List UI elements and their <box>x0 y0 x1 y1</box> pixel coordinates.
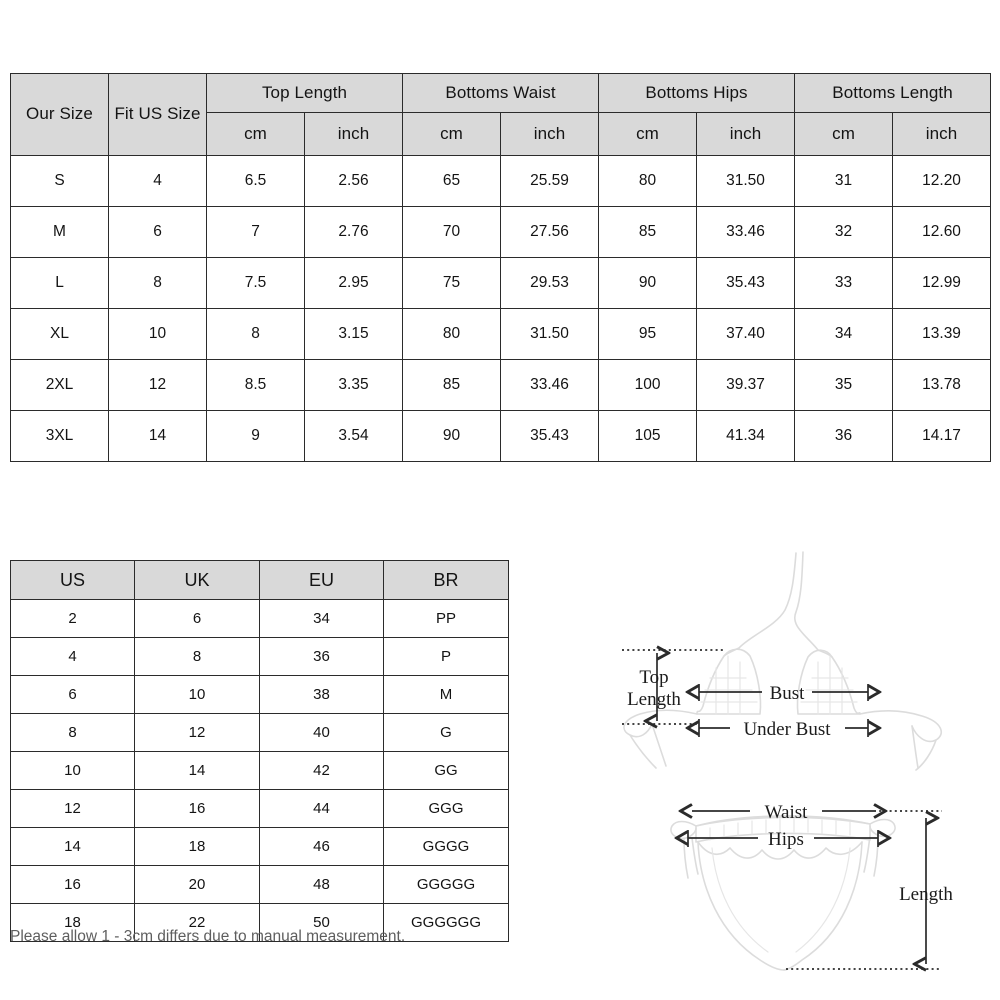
cell-eu: 34 <box>260 600 384 638</box>
cell-bottoms-length-in: 13.78 <box>893 360 991 411</box>
table-row <box>11 309 991 360</box>
cell-bottoms-length-cm: 33 <box>795 258 893 309</box>
cell-hips-cm: 105 <box>599 411 697 462</box>
header-unit-waist-inch: inch <box>501 113 599 156</box>
cell-waist-in: 25.59 <box>501 156 599 207</box>
size-chart-table <box>10 73 991 462</box>
cell-top-length-cm: 8 <box>207 309 305 360</box>
cell-us: 16 <box>11 866 135 904</box>
header-our-size: Our Size <box>11 74 109 156</box>
cell-our-size: S <box>11 156 109 207</box>
cell-eu: 48 <box>260 866 384 904</box>
header-fit-us-size: Fit US Size <box>109 74 207 156</box>
under-bust-label: Under Bust <box>743 719 831 740</box>
size-chart-header-row-groups <box>11 74 991 113</box>
cell-top-length-cm: 7 <box>207 207 305 258</box>
bottoms-length-label: Length <box>899 884 953 905</box>
cell-waist-in: 35.43 <box>501 411 599 462</box>
cell-our-size: 3XL <box>11 411 109 462</box>
cell-uk: 6 <box>135 600 260 638</box>
cell-bottoms-length-cm: 34 <box>795 309 893 360</box>
conversion-header-row <box>11 561 509 600</box>
header-us: US <box>11 561 135 600</box>
cell-br: GGGG <box>384 828 509 866</box>
header-group-top-length: Top Length <box>207 74 403 113</box>
list-item <box>11 714 509 752</box>
cell-uk: 14 <box>135 752 260 790</box>
cell-fit-us-size: 6 <box>109 207 207 258</box>
cell-us: 6 <box>11 676 135 714</box>
cell-br: PP <box>384 600 509 638</box>
cell-bottoms-length-cm: 31 <box>795 156 893 207</box>
cell-us: 8 <box>11 714 135 752</box>
cell-waist-in: 33.46 <box>501 360 599 411</box>
header-group-bottoms-hips: Bottoms Hips <box>599 74 795 113</box>
list-item <box>11 790 509 828</box>
cell-hips-cm: 95 <box>599 309 697 360</box>
cell-waist-cm: 65 <box>403 156 501 207</box>
cell-br: G <box>384 714 509 752</box>
cell-us: 14 <box>11 828 135 866</box>
cell-waist-cm: 85 <box>403 360 501 411</box>
list-item <box>11 638 509 676</box>
top-length-label-line1: Top <box>639 667 669 688</box>
cell-top-length-cm: 8.5 <box>207 360 305 411</box>
cell-waist-in: 27.56 <box>501 207 599 258</box>
conversion-table-header <box>11 561 509 600</box>
cell-fit-us-size: 10 <box>109 309 207 360</box>
cell-eu: 46 <box>260 828 384 866</box>
size-chart-header <box>11 74 991 156</box>
cell-fit-us-size: 8 <box>109 258 207 309</box>
cell-top-length-in: 2.95 <box>305 258 403 309</box>
cell-uk: 8 <box>135 638 260 676</box>
cell-our-size: M <box>11 207 109 258</box>
cell-br: GGGGGG <box>384 904 509 942</box>
cell-us: 4 <box>11 638 135 676</box>
cell-bottoms-length-in: 13.39 <box>893 309 991 360</box>
cell-top-length-cm: 6.5 <box>207 156 305 207</box>
cell-br: GGGGG <box>384 866 509 904</box>
table-row <box>11 411 991 462</box>
list-item <box>11 676 509 714</box>
top-length-label-line2: Length <box>627 689 681 710</box>
cell-hips-cm: 85 <box>599 207 697 258</box>
cell-top-length-in: 3.15 <box>305 309 403 360</box>
cell-hips-cm: 100 <box>599 360 697 411</box>
cell-our-size: 2XL <box>11 360 109 411</box>
header-group-bottoms-length: Bottoms Length <box>795 74 991 113</box>
cell-hips-cm: 90 <box>599 258 697 309</box>
hips-label: Hips <box>768 829 804 850</box>
table-row <box>11 360 991 411</box>
header-unit-bottoms-length-inch: inch <box>893 113 991 156</box>
cell-waist-cm: 80 <box>403 309 501 360</box>
table-row <box>11 258 991 309</box>
cell-waist-cm: 75 <box>403 258 501 309</box>
cell-top-length-cm: 9 <box>207 411 305 462</box>
cell-br: P <box>384 638 509 676</box>
cell-hips-in: 33.46 <box>697 207 795 258</box>
cell-hips-in: 39.37 <box>697 360 795 411</box>
cell-fit-us-size: 14 <box>109 411 207 462</box>
list-item <box>11 866 509 904</box>
cell-bottoms-length-in: 12.99 <box>893 258 991 309</box>
waist-label: Waist <box>764 802 808 823</box>
header-unit-waist-cm: cm <box>403 113 501 156</box>
measurement-disclaimer: Please allow 1 - 3cm differs due to manual measurement. <box>10 928 406 945</box>
header-unit-top-length-cm: cm <box>207 113 305 156</box>
bust-label: Bust <box>769 683 805 704</box>
list-item <box>11 752 509 790</box>
header-unit-top-length-inch: inch <box>305 113 403 156</box>
cell-uk: 18 <box>135 828 260 866</box>
cell-uk: 12 <box>135 714 260 752</box>
measurement-diagram <box>600 528 1000 978</box>
cell-uk: 16 <box>135 790 260 828</box>
cell-hips-in: 35.43 <box>697 258 795 309</box>
cell-top-length-in: 2.76 <box>305 207 403 258</box>
cell-our-size: XL <box>11 309 109 360</box>
cell-us: 2 <box>11 600 135 638</box>
cell-waist-in: 31.50 <box>501 309 599 360</box>
cell-waist-in: 29.53 <box>501 258 599 309</box>
header-eu: EU <box>260 561 384 600</box>
cell-eu: 36 <box>260 638 384 676</box>
cell-br: M <box>384 676 509 714</box>
cell-top-length-in: 3.54 <box>305 411 403 462</box>
cell-uk: 10 <box>135 676 260 714</box>
header-unit-hips-cm: cm <box>599 113 697 156</box>
cell-br: GGG <box>384 790 509 828</box>
size-conversion-table <box>10 560 509 942</box>
list-item <box>11 600 509 638</box>
conversion-table-body <box>11 600 509 942</box>
bust-dimension <box>699 683 868 704</box>
cell-eu: 40 <box>260 714 384 752</box>
header-unit-bottoms-length-cm: cm <box>795 113 893 156</box>
cell-us: 18 <box>11 904 135 942</box>
cell-bottoms-length-in: 12.60 <box>893 207 991 258</box>
cell-uk: 20 <box>135 866 260 904</box>
cell-top-length-cm: 7.5 <box>207 258 305 309</box>
list-item <box>11 828 509 866</box>
cell-hips-in: 37.40 <box>697 309 795 360</box>
cell-eu: 50 <box>260 904 384 942</box>
header-group-bottoms-waist: Bottoms Waist <box>403 74 599 113</box>
cell-eu: 42 <box>260 752 384 790</box>
header-unit-hips-inch: inch <box>697 113 795 156</box>
header-uk: UK <box>135 561 260 600</box>
cell-bottoms-length-cm: 36 <box>795 411 893 462</box>
cell-bottoms-length-cm: 35 <box>795 360 893 411</box>
cell-uk: 22 <box>135 904 260 942</box>
table-row <box>11 207 991 258</box>
cell-top-length-in: 3.35 <box>305 360 403 411</box>
cell-eu: 38 <box>260 676 384 714</box>
cell-fit-us-size: 12 <box>109 360 207 411</box>
cell-fit-us-size: 4 <box>109 156 207 207</box>
cell-bottoms-length-in: 14.17 <box>893 411 991 462</box>
cell-top-length-in: 2.56 <box>305 156 403 207</box>
cell-hips-in: 31.50 <box>697 156 795 207</box>
cell-br: GG <box>384 752 509 790</box>
cell-our-size: L <box>11 258 109 309</box>
under-bust-dimension <box>699 719 868 740</box>
table-row <box>11 156 991 207</box>
cell-waist-cm: 70 <box>403 207 501 258</box>
cell-hips-in: 41.34 <box>697 411 795 462</box>
cell-us: 10 <box>11 752 135 790</box>
cell-bottoms-length-in: 12.20 <box>893 156 991 207</box>
cell-hips-cm: 80 <box>599 156 697 207</box>
header-br: BR <box>384 561 509 600</box>
cell-waist-cm: 90 <box>403 411 501 462</box>
cell-eu: 44 <box>260 790 384 828</box>
cell-us: 12 <box>11 790 135 828</box>
cell-bottoms-length-cm: 32 <box>795 207 893 258</box>
size-chart-body <box>11 156 991 462</box>
